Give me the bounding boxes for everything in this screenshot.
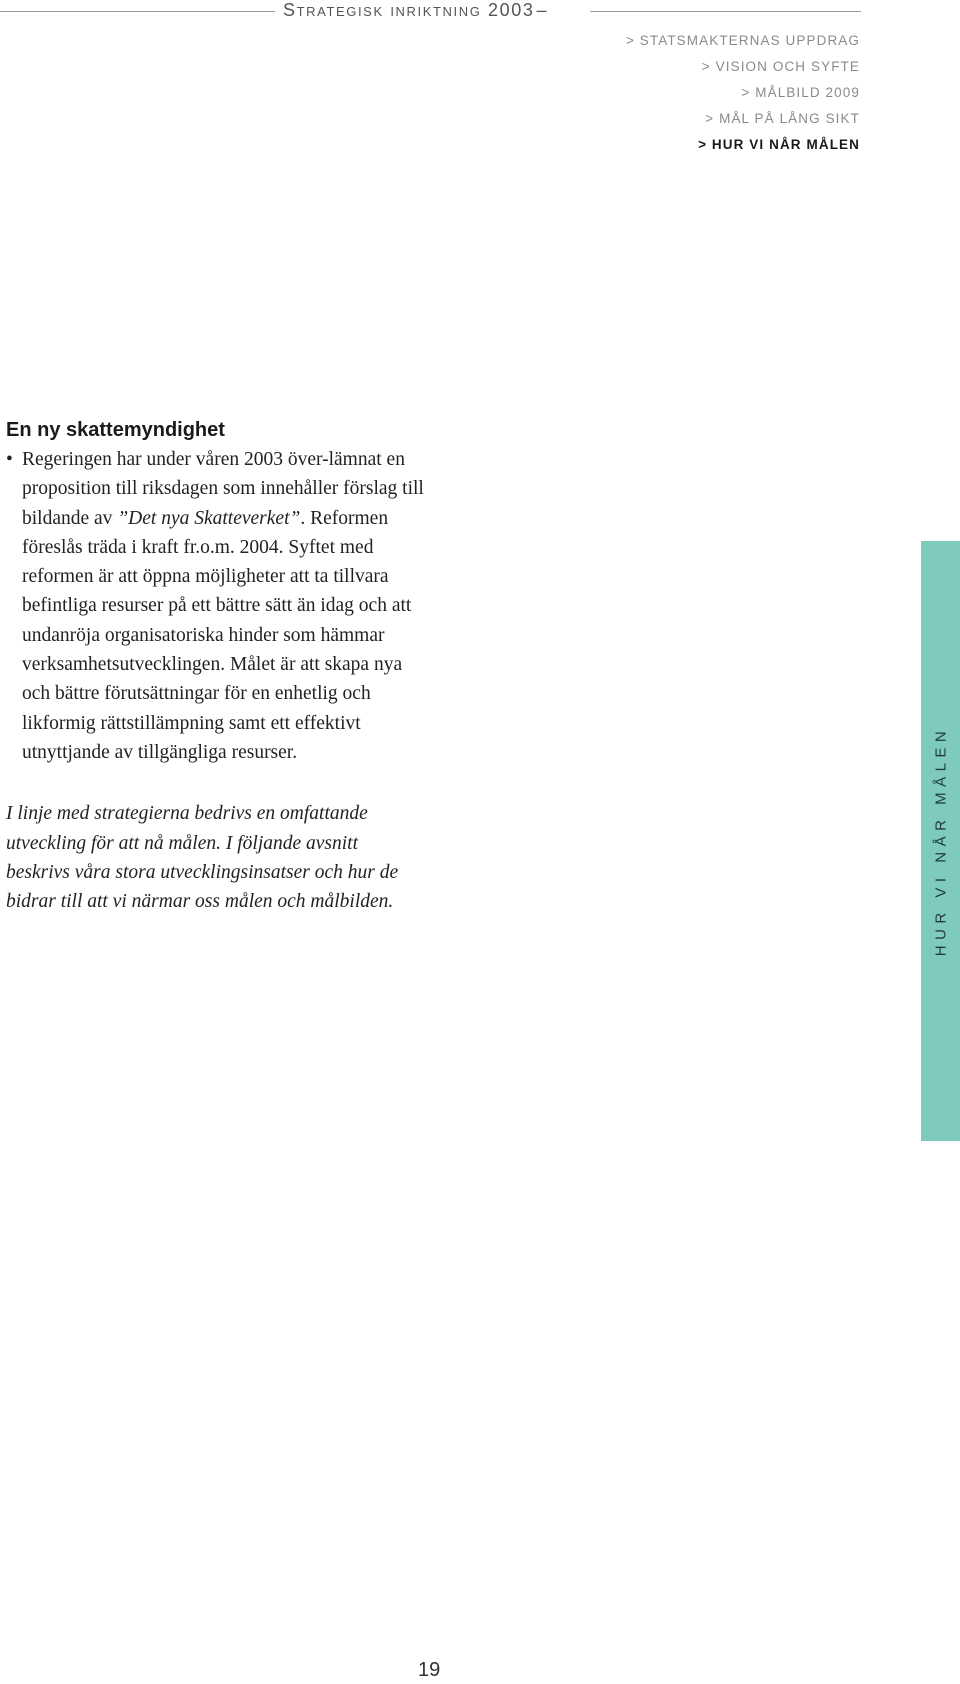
nav-item-hur-vi-nar-malen[interactable]: > HUR VI NÅR MÅLEN xyxy=(698,137,860,152)
paragraph-text-start: Regeringen har under våren 2003 över-lämnat en proposition till riksdagen som innehåller förslag till bildande av xyxy=(22,449,424,529)
italic-intro-paragraph: I linje med strategierna bedrivs en omfattande utveckling för att nå målen. I följande avsnitt beskrivs våra stora utvecklingsinsatser och hur de bidrar till att vi närmar oss målen och målbilden. xyxy=(6,803,399,913)
bullet-marker: • xyxy=(6,449,13,470)
section-heading: En ny skattemyndighet xyxy=(6,419,225,441)
nav-item-statsmakternas-uppdrag[interactable]: > STATSMAKTERNAS UPPDRAG xyxy=(625,33,860,48)
nav-item-vision-och-syfte[interactable]: > VISION OCH SYFTE xyxy=(701,59,860,74)
document-title-text: Strategisk inriktning 2003 xyxy=(283,0,535,20)
bullet-paragraph xyxy=(6,445,426,767)
paragraph-italic-title: ”Det nya Skatteverket” xyxy=(117,507,301,529)
nav-item-malbild-2009[interactable]: > MÅLBILD 2009 xyxy=(741,85,860,100)
nav-item-mal-pa-lang-sikt[interactable]: > MÅL PÅ LÅNG SIKT xyxy=(705,111,860,126)
header-rule-right xyxy=(590,11,861,12)
main-content xyxy=(6,415,426,916)
side-tab-label: HUR VI NÅR MÅLEN xyxy=(932,725,949,957)
header-rule-left xyxy=(0,11,275,12)
page-number: 19 xyxy=(418,1659,441,1681)
paragraph-text-end: . Reformen föreslås träda i kraft fr.o.m. 2004. Syftet med reformen är att öppna möjligheter att ta tillvara befintliga resurser på ett bättre sätt än idag och att undanröja organisatoriska hinder som hämmar verksamhetsutvecklingen. Målet är att skapa nya och bättre förutsättningar för en enhetlig och likformig rättstillämpning samt ett effektivt utnyttjande av tillgängliga resurser. xyxy=(22,507,412,763)
document-title-dash: – xyxy=(536,0,549,20)
document-title xyxy=(283,0,548,21)
section-navigation xyxy=(626,28,860,158)
side-tab xyxy=(921,541,960,1141)
